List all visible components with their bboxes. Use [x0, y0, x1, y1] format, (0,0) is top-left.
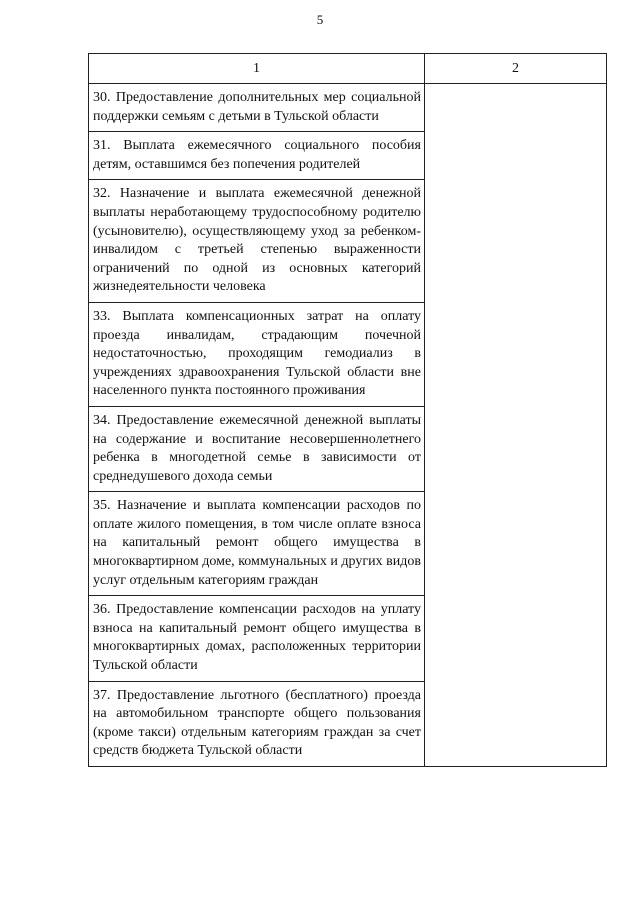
column-2-cell [425, 596, 607, 681]
column-header-1: 1 [89, 54, 425, 84]
column-2-cell [425, 492, 607, 596]
column-2-cell [425, 681, 607, 766]
column-2-cell [425, 84, 607, 132]
page-number: 5 [316, 12, 324, 27]
service-item-37: 37. Предоставление льготного (бесплатного) проезда на автомобильном транспорте общего пользования (кроме такси) отдельным категориям граждан за счет средств бюджета Тульской области [89, 681, 425, 766]
column-header-2: 2 [425, 54, 607, 84]
table-header-row [89, 54, 607, 84]
service-item-30: 30. Предоставление дополнительных мер социальной поддержки семьям с детьми в Тульской области [89, 84, 425, 132]
table-row [89, 596, 607, 681]
column-2-cell [425, 302, 607, 406]
table-row [89, 681, 607, 766]
service-item-33: 33. Выплата компенсационных затрат на оплату проезда инвалидам, страдающим почечной недостаточностью, проходящим гемодиализ в учреждениях здравоохранения Тульской области вне населенного пункта постоянного проживания [89, 302, 425, 406]
services-table [88, 53, 607, 767]
service-item-32: 32. Назначение и выплата ежемесячной денежной выплаты неработающему трудоспособному родителю (усыновителю), осуществляющему уход за ребенком-инвалидом с третьей степенью выраженности ограничений по одной из основных категорий жизнедеятельности человека [89, 180, 425, 303]
table-row [89, 492, 607, 596]
column-2-cell [425, 406, 607, 491]
service-item-31: 31. Выплата ежемесячного социального пособия детям, оставшимся без попечения родителей [89, 132, 425, 180]
table-row [89, 406, 607, 491]
column-2-cell [425, 180, 607, 303]
service-item-34: 34. Предоставление ежемесячной денежной выплаты на содержание и воспитание несовершеннолетнего ребенка в многодетной семье в зависимости от среднедушевого дохода семьи [89, 406, 425, 491]
service-item-35: 35. Назначение и выплата компенсации расходов по оплате жилого помещения, в том числе оплате взноса на капитальный ремонт общего имущества в многоквартирном доме, коммунальных и других видов услуг отдельным категориям граждан [89, 492, 425, 596]
table-row [89, 132, 607, 180]
column-2-cell [425, 132, 607, 180]
table-row [89, 302, 607, 406]
service-item-36: 36. Предоставление компенсации расходов на уплату взноса на капитальный ремонт общего имущества в многоквартирных домах, расположенных территории Тульской области [89, 596, 425, 681]
table-row [89, 84, 607, 132]
table-row [89, 180, 607, 303]
